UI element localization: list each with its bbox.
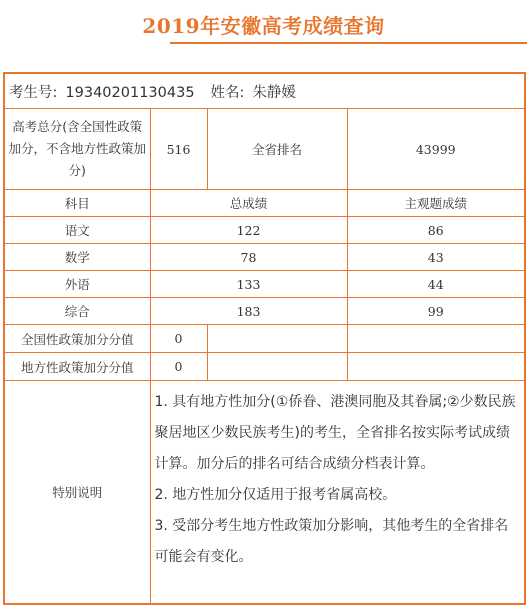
subject-name: 外语 xyxy=(4,271,150,298)
subject-total: 133 xyxy=(150,271,347,298)
subject-row xyxy=(4,298,525,325)
total-score-label: 高考总分(含全国性政策加分，不含地方性政策加分) xyxy=(4,109,150,190)
note-item: 3. 受部分考生地方性政策加分影响，其他考生的全省排名可能会有变化。 xyxy=(154,518,509,565)
local-bonus-row xyxy=(4,353,525,381)
province-rank-value: 43999 xyxy=(347,109,525,190)
student-info-row xyxy=(4,73,525,109)
local-bonus-value: 0 xyxy=(150,353,207,381)
subject-name: 数学 xyxy=(4,244,150,271)
notes-row xyxy=(4,381,525,605)
province-rank-label: 全省排名 xyxy=(207,109,347,190)
national-bonus-value: 0 xyxy=(150,325,207,353)
subject-total: 122 xyxy=(150,217,347,244)
student-name-label: 姓名: xyxy=(210,84,245,101)
subject-subjective: 43 xyxy=(347,244,525,271)
student-name-value: 朱静媛 xyxy=(252,84,296,101)
subject-subjective: 86 xyxy=(347,217,525,244)
column-header-subjective: 主观题成绩 xyxy=(347,190,525,217)
subject-total: 183 xyxy=(150,298,347,325)
page-title: 2019年安徽高考成绩查询 xyxy=(142,14,385,38)
notes-label: 特别说明 xyxy=(4,381,150,605)
subject-name: 语文 xyxy=(4,217,150,244)
subject-row xyxy=(4,244,525,271)
notes-content xyxy=(150,381,525,605)
national-bonus-empty xyxy=(347,325,525,353)
note-item: 2. 地方性加分仅适用于报考省属高校。 xyxy=(154,487,397,503)
student-id-label: 考生号: xyxy=(9,84,58,101)
total-score-value: 516 xyxy=(150,109,207,190)
national-bonus-label: 全国性政策加分分值 xyxy=(4,325,150,353)
column-header-row xyxy=(4,190,525,217)
subject-row xyxy=(4,217,525,244)
subject-total: 78 xyxy=(150,244,347,271)
subject-row xyxy=(4,271,525,298)
local-bonus-empty xyxy=(347,353,525,381)
note-item: 1. 具有地方性加分(①侨眷、港澳同胞及其眷属;②少数民族聚居地区少数民族考生)的考生，全省排名按实际考试成绩计算。加分后的排名可结合成绩分档表计算。 xyxy=(154,394,516,472)
column-header-subject: 科目 xyxy=(4,190,150,217)
student-info-cell xyxy=(4,73,525,109)
national-bonus-empty xyxy=(207,325,347,353)
subject-subjective: 99 xyxy=(347,298,525,325)
subject-name: 综合 xyxy=(4,298,150,325)
column-header-total: 总成绩 xyxy=(150,190,347,217)
national-bonus-row xyxy=(4,325,525,353)
title-underline xyxy=(170,42,527,44)
local-bonus-empty xyxy=(207,353,347,381)
student-id-value: 19340201130435 xyxy=(65,84,195,101)
total-score-row xyxy=(4,109,525,190)
subject-subjective: 44 xyxy=(347,271,525,298)
score-table xyxy=(3,72,526,605)
local-bonus-label: 地方性政策加分分值 xyxy=(4,353,150,381)
